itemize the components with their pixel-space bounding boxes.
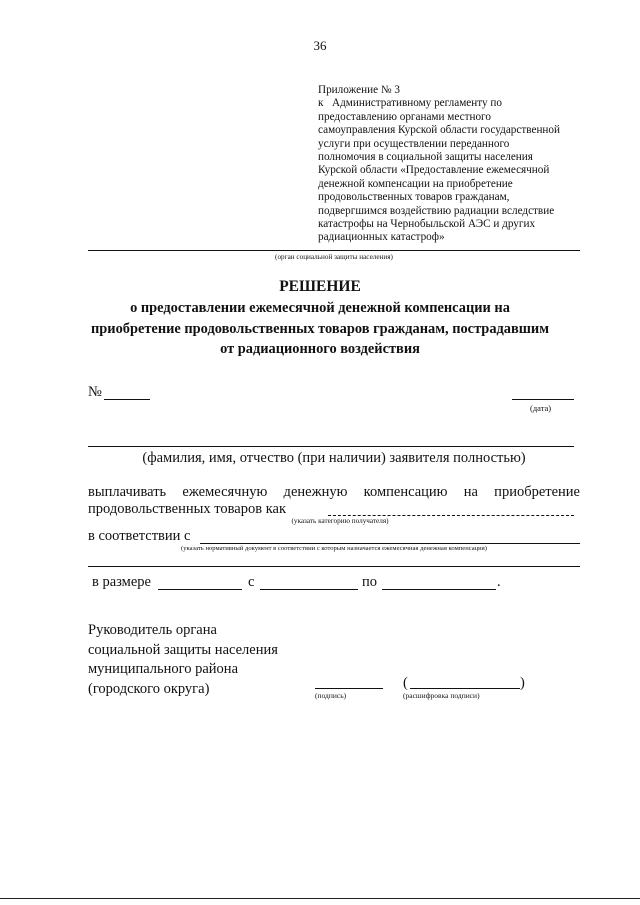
signature-line: Руководитель органа xyxy=(88,622,217,638)
pay-text-line: выплачивать ежемесячную денежную компенсацию на приобретение xyxy=(88,484,580,500)
fio-caption: (фамилия, имя, отчество (при наличии) заявителя полностью) xyxy=(142,450,526,466)
normative-field[interactable] xyxy=(200,543,580,544)
sign-caption: (подпись) xyxy=(315,691,347,700)
normative-caption: (указать нормативный документ в соответствии с которым назначается ежемесячная денежная компенсация) xyxy=(181,545,487,552)
signature-line: социальной защиты населения xyxy=(88,641,278,658)
number-label: № xyxy=(88,384,102,400)
signature-line: муниципального района xyxy=(88,661,238,678)
decode-caption: (расшифровка подписи) xyxy=(403,691,480,700)
decode-close-paren: ) xyxy=(520,675,525,691)
appendix-line: Административному регламенту по xyxy=(332,97,502,110)
appendix-line: самоуправления Курской области государственной xyxy=(318,124,560,137)
head-signature-block xyxy=(88,621,328,699)
decision-title: РЕШЕНИЕ xyxy=(279,278,361,295)
amount-label: в размере xyxy=(92,574,151,590)
appendix-line: продовольственных товаров гражданам, xyxy=(318,191,510,204)
appendix-block xyxy=(318,84,588,245)
date-caption: (дата) xyxy=(530,403,552,413)
subtitle-line: приобретение продовольственных товаров гражданам, пострадавшим xyxy=(91,320,549,337)
date-field[interactable] xyxy=(512,399,574,400)
to-label: по xyxy=(362,574,378,590)
to-date-field[interactable] xyxy=(382,589,496,590)
fio-field[interactable] xyxy=(88,446,574,447)
decode-field[interactable] xyxy=(410,688,520,689)
category-field[interactable] xyxy=(328,515,574,516)
pay-text-line-2: продовольственных товаров как xyxy=(88,501,286,517)
from-date-field[interactable] xyxy=(260,589,358,590)
normative-field-2[interactable] xyxy=(88,566,580,567)
appendix-line: предоставлению органами местного xyxy=(318,110,491,123)
amount-end: . xyxy=(497,574,501,590)
accordance-label: в соответствии с xyxy=(88,528,191,544)
from-label: с xyxy=(248,574,255,590)
number-field[interactable] xyxy=(104,399,150,400)
appendix-prefix: к xyxy=(318,97,324,110)
category-caption: (указать категорию получателя) xyxy=(291,517,389,525)
appendix-line: радиационных катастроф» xyxy=(318,231,445,244)
page-number: 36 xyxy=(313,38,327,53)
decision-subtitle xyxy=(60,298,580,360)
appendix-title: Приложение № 3 xyxy=(318,84,400,96)
decode-open-paren: ( xyxy=(403,675,408,691)
signature-line: (городского округа) xyxy=(88,680,210,697)
appendix-line-first xyxy=(318,97,588,110)
subtitle-line: о предоставлении ежемесячной денежной компенсации на xyxy=(130,300,510,316)
page-bottom-edge xyxy=(0,898,640,899)
amount-field[interactable] xyxy=(158,589,242,590)
appendix-line: подвергшимся воздействию радиации вследствие xyxy=(318,204,555,217)
appendix-line: катастрофы на Чернобыльской АЭС и других xyxy=(318,218,536,231)
appendix-line: Курской области «Предоставление ежемесячной xyxy=(318,164,550,177)
organ-caption: (орган социальной защиты населения) xyxy=(275,253,393,261)
appendix-line: полномочия в социальной защиты населения xyxy=(318,151,533,164)
subtitle-line: от радиационного воздействия xyxy=(220,341,420,357)
organ-name-line[interactable] xyxy=(88,250,580,251)
appendix-line: денежной компенсации на приобретение xyxy=(318,177,513,190)
sign-field[interactable] xyxy=(315,688,383,689)
appendix-line: услуги при осуществлении переданного xyxy=(318,137,510,150)
